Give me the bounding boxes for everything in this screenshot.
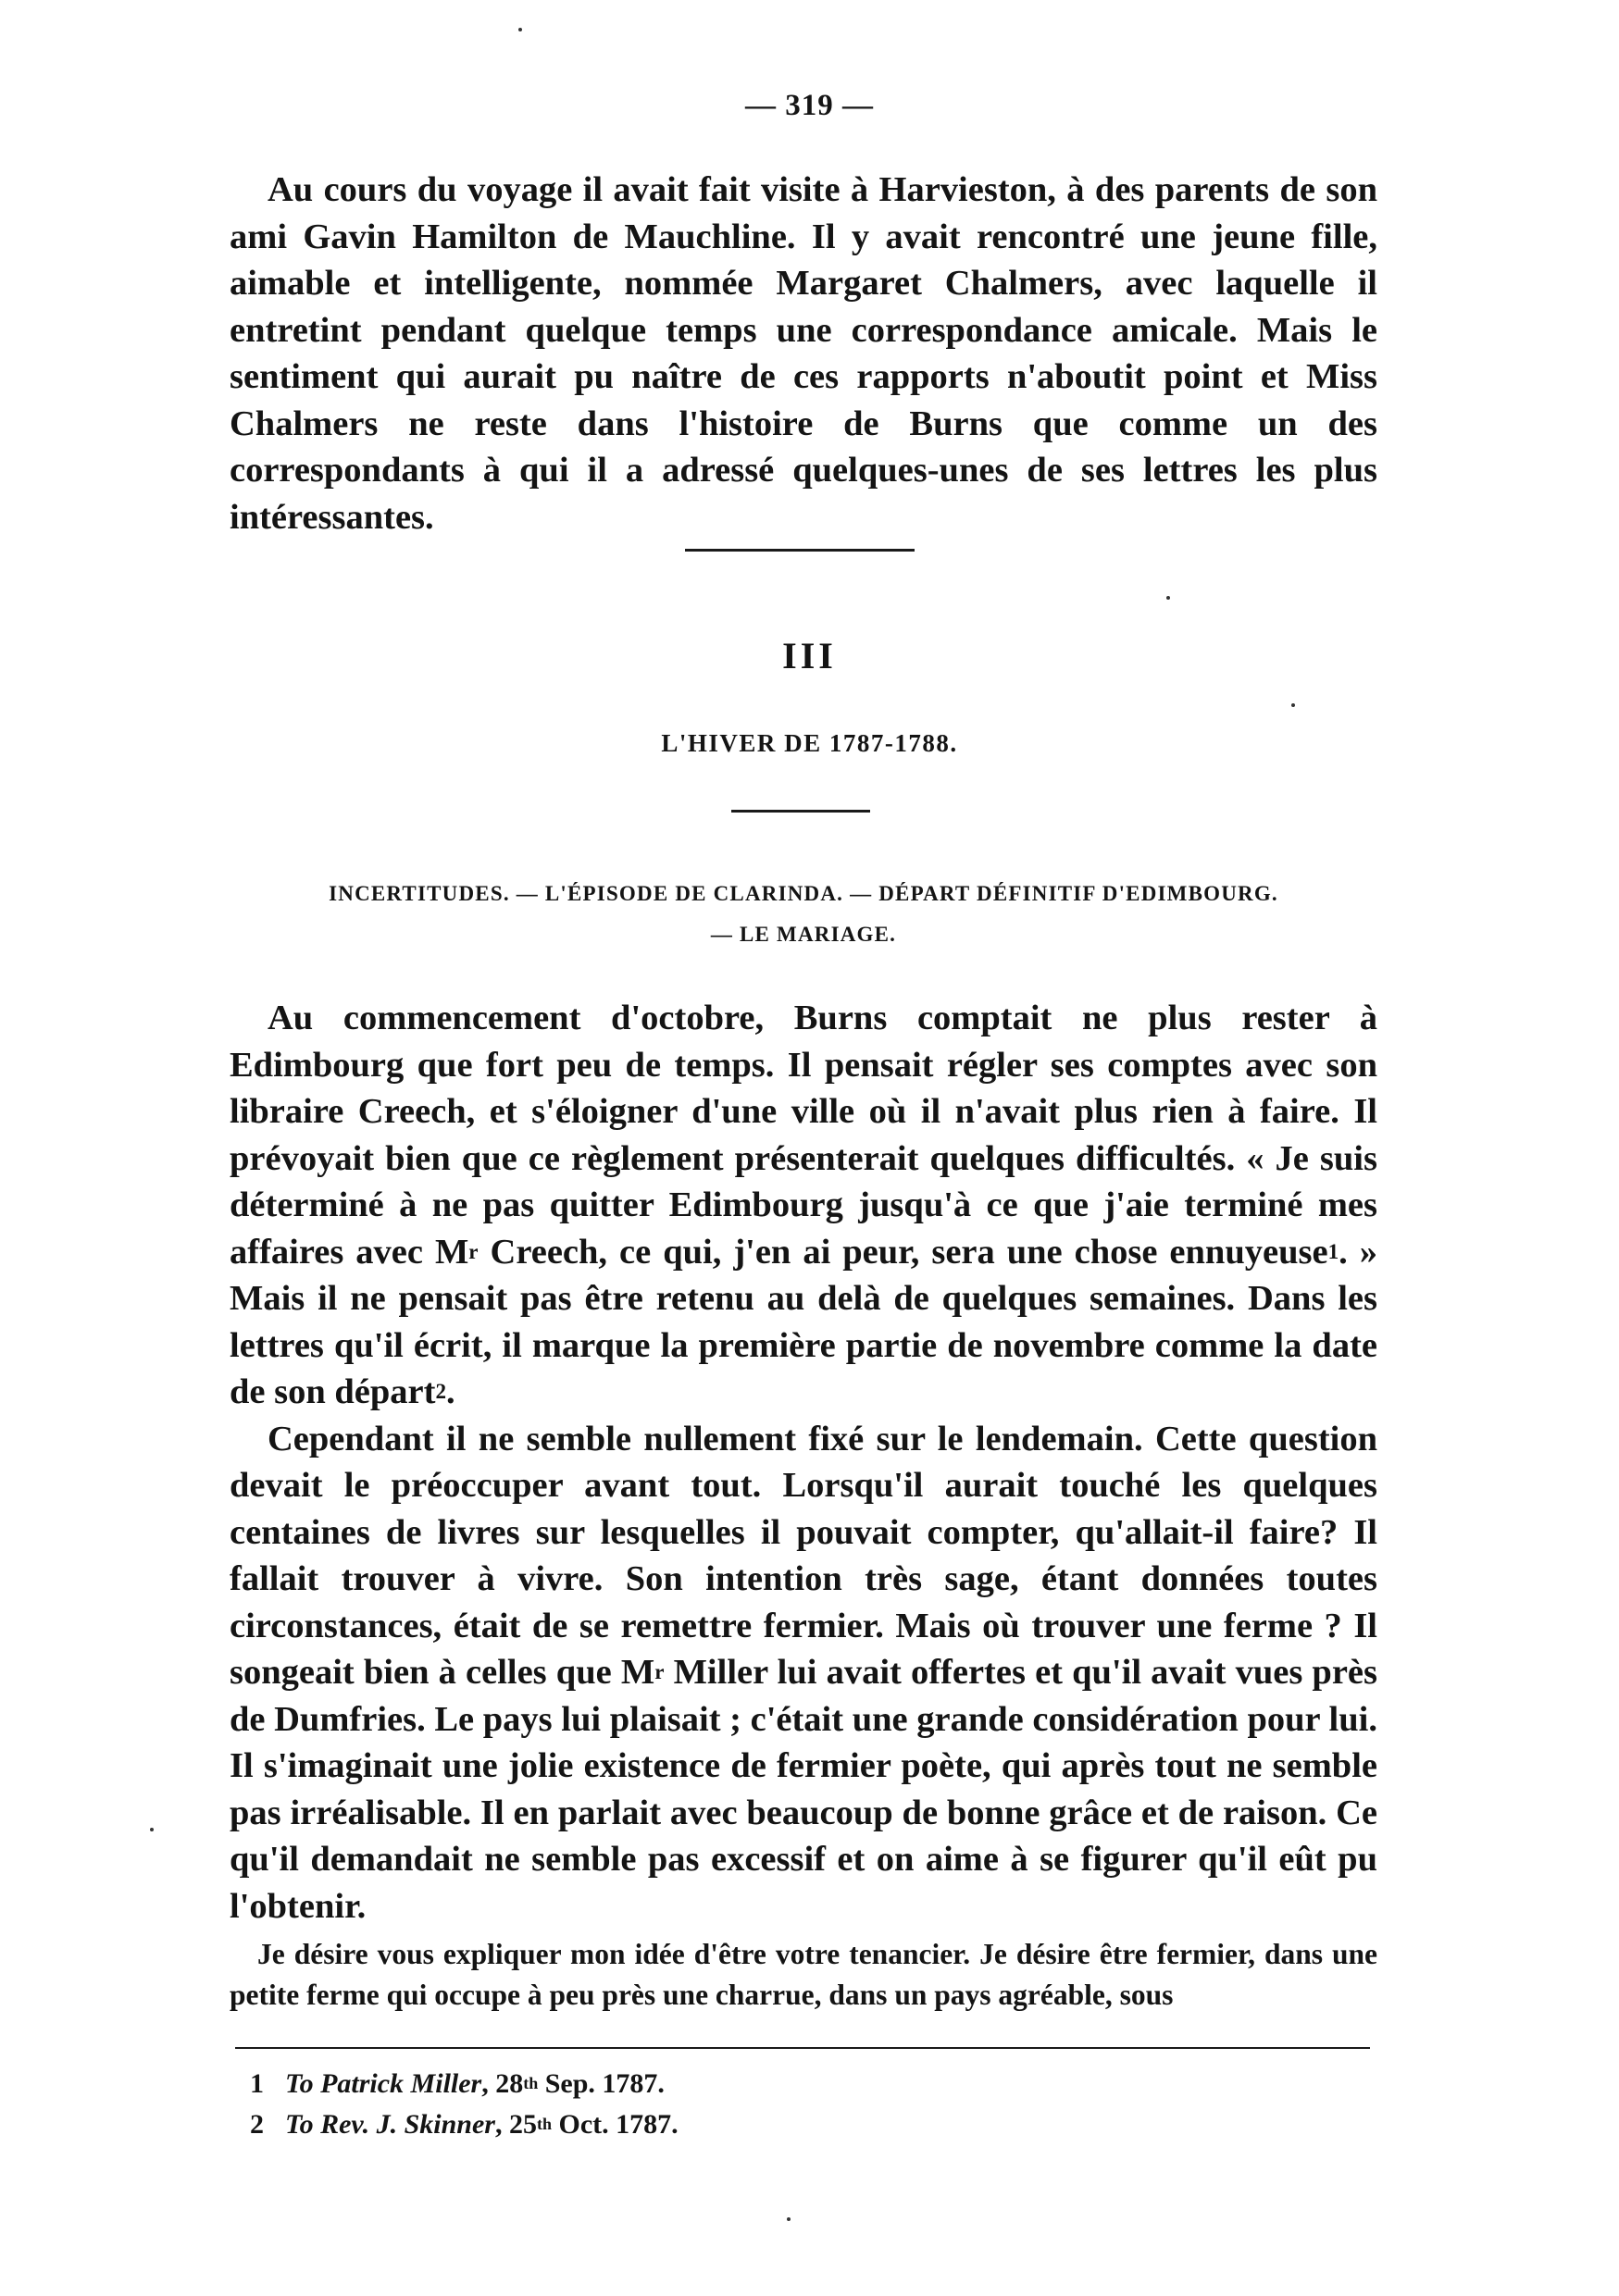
scan-speck <box>1291 703 1295 707</box>
footnote-2 <box>250 2104 1268 2145</box>
superscript-r: r <box>468 1238 479 1263</box>
block-quote: Je désire vous expliquer mon idée d'être votre tenancier. Je désire être fermier, dans une petite ferme qui occupe à peu près une charrue, dans un pays agréable, sous <box>230 1938 1377 2011</box>
footnote-ref-1: 1 <box>1327 1238 1339 1263</box>
section-summary-line-1: INCERTITUDES. — L'ÉPISODE DE CLARINDA. — DÉPART DÉFINITIF D'EDIMBOURG. <box>329 882 1278 905</box>
paragraph-october-text-3: . » Mais il ne pensait pas être retenu au delà de quelques semaines. Dans les lettres qu'il écrit, il marque la première partie de novembre comme la date de son départ <box>230 1232 1377 1411</box>
footnote-title: To Rev. J. Skinner <box>285 2109 495 2140</box>
opening-paragraph: Au cours du voyage il avait fait visite à Harvieston, à des parents de son ami Gavin Hamilton de Mauchline. Il y avait rencontré une jeune fille, aimable et intelligente, nommée Margaret Chalmers, avec laquelle il entretint pendant quelque temps une correspondance amicale. Mais le sentiment qui aurait pu naître de ces rapports n'aboutit point et Miss Chalmers ne reste dans l'histoire de Burns que comme un des correspondants à qui il a adressé quelques-unes de ses lettres les plus intéressantes. <box>230 170 1377 537</box>
paragraph-cependant-text-2: Miller lui avait offertes et qu'il avait vues près de Dumfries. Le pays lui plaisait ; c'était une grande considération pour lui. Il s'imaginait une jolie existence de fermier poète, qui après tout ne semble pas irréalisable. Il en parlait avec beaucoup de bonne grâce et de raison. Ce qu'il demandait ne semble pas excessif et on aime à se figurer qu'il eût pu l'obtenir. <box>230 1653 1378 1926</box>
section-summary-line-2: — LE MARIAGE. <box>710 923 897 946</box>
paragraph-october-text-1: Au commencement d'octobre, Burns comptait ne plus rester à Edimbourg que fort peu de temps. Il pensait régler ses comptes avec son libraire Creech, et s'éloigner d'une ville où il n'avait plus rien à faire. Il prévoyait bien que ce règlement présenterait quelques difficultés. « Je suis déterminé à ne pas quitter Edimbourg jusqu'à ce que j'aie terminé mes affaires avec M <box>230 999 1377 1272</box>
footnote-number: 1 <box>250 2068 264 2099</box>
footnote-separator <box>235 2047 1370 2049</box>
section-number: III <box>782 635 837 676</box>
section-title: L'HIVER DE 1787-1788. <box>661 729 958 757</box>
opening-paragraph-block <box>230 167 1377 540</box>
section-divider-bottom <box>731 810 870 813</box>
paragraph-october-text-4: . <box>446 1372 455 1411</box>
footnote-title: To Patrick Miller <box>285 2068 482 2099</box>
body-text <box>230 995 1377 1930</box>
footnotes <box>250 2064 1268 2145</box>
footnote-1 <box>250 2064 1268 2104</box>
paragraph-october-text-2: Creech, ce qui, j'en ai peur, sera une chose ennuyeuse <box>478 1232 1328 1272</box>
footnote-day: , 28 <box>481 2068 524 2099</box>
paragraph-cependant-text-1: Cependant il ne semble nullement fixé sur le lendemain. Cette question devait le préoccuper avant tout. Lorsqu'il aurait touché les quelques centaines de livres sur lesquelles il pouvait compter, qu'allait-il faire? Il fallait trouver à vivre. Son intention très sage, étant données toutes circonstances, était de se remettre fermier. Mais où trouver une ferme ? Il songeait bien à celles que M <box>230 1419 1377 1692</box>
scan-speck <box>518 28 522 31</box>
footnote-ordinal: th <box>536 2115 552 2134</box>
superscript-r-2: r <box>654 1659 665 1684</box>
footnote-ref-2: 2 <box>435 1379 447 1404</box>
footnote-day: , 25 <box>494 2109 537 2140</box>
footnote-ordinal: th <box>523 2074 539 2093</box>
scan-speck <box>787 2217 791 2221</box>
footnote-date: Sep. 1787. <box>538 2068 665 2099</box>
paragraph-cependant <box>230 1416 1377 1930</box>
footnote-date: Oct. 1787. <box>552 2109 679 2140</box>
section-summary <box>230 874 1377 955</box>
scan-speck <box>150 1828 154 1831</box>
page-number: — 319 — <box>745 89 874 122</box>
section-divider-top <box>685 549 915 552</box>
footnote-number: 2 <box>250 2109 264 2140</box>
paragraph-october <box>230 995 1377 1416</box>
scan-speck <box>1166 596 1170 600</box>
